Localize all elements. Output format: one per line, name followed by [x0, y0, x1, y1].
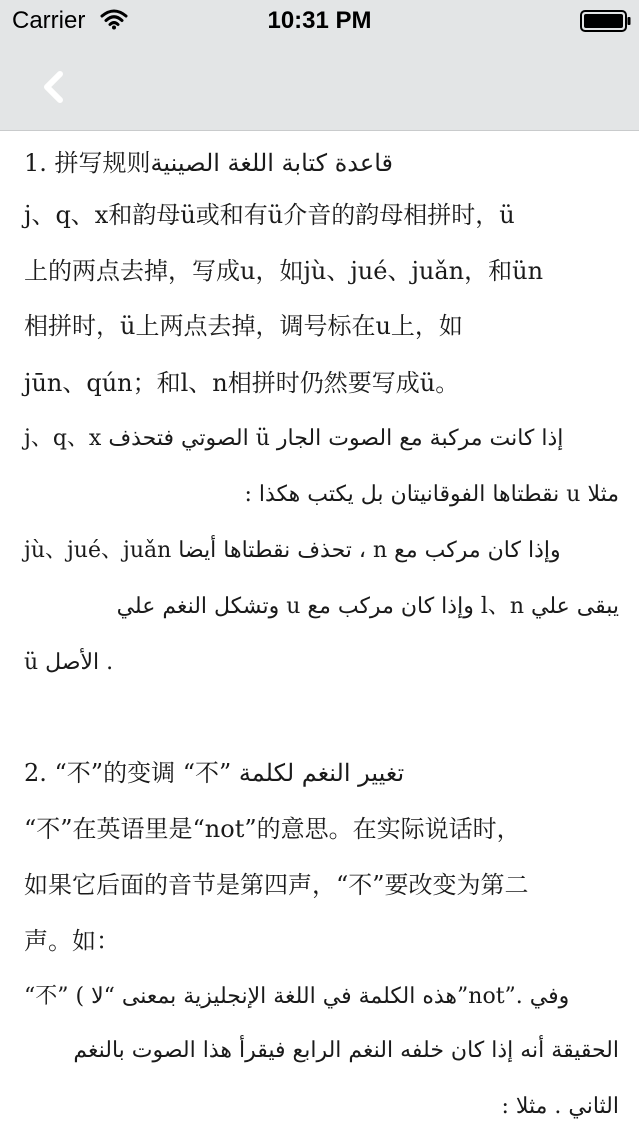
carrier-label: Carrier	[12, 7, 86, 34]
arabic-line: يبقى علي l、n وإذا كان مركب مع u وتشكل النغم علي	[116, 594, 619, 619]
rule-2-title: 2. “不”的变调 “不” تغيير النغم لكلمة	[24, 759, 405, 787]
arabic-line: مثلا u نقطتاها الفوقانيتان بل يكتب هكذا :	[244, 482, 619, 507]
paragraph-line: jūn、qún；和l、n相拼时仍然要写成ü。	[24, 369, 460, 397]
back-button[interactable]	[30, 62, 78, 112]
paragraph-line: 上的两点去掉，写成u，如jù、jué、juǎn，和ün	[24, 257, 544, 285]
arabic-line: “不” ( هذه الكلمة في اللغة الإنجليزية بمعنى “لا”not”. وفي	[24, 984, 570, 1009]
battery-icon	[580, 10, 632, 32]
blank-line	[24, 699, 619, 739]
arabic-line: j、q、x الصوتي فتحذف ü إذا كانت مركبة مع الصوت الجار	[24, 426, 564, 451]
paragraph-line: “不”在英语里是“not”的意思。在实际说话时，	[24, 815, 521, 843]
status-time: 10:31 PM	[267, 7, 372, 34]
arabic-line: ü الأصل .	[24, 650, 114, 675]
arabic-line: الحقيقة أنه إذا كان خلفه النغم الرابع فيقرأ هذا الصوت بالنغم	[73, 1038, 619, 1063]
arabic-line: jù、jué、juǎn تحذف نقطتاها أيضا ، n وإذا كان مركب مع	[24, 538, 561, 563]
paragraph-line: 声。如：	[24, 927, 120, 955]
arabic-line: الثاني . مثلا :	[501, 1094, 619, 1119]
paragraph-line: j、q、x和韵母ü或和有ü介音的韵母相拼时，ü	[24, 201, 515, 229]
paragraph-line: 如果它后面的音节是第四声，“不”要改变为第二	[24, 871, 529, 899]
status-bar	[0, 0, 639, 42]
paragraph-line: 相拼时，ü上两点去掉，调号标在u上，如	[24, 312, 463, 340]
rule-1-title: 1. 拼写规则قاعدة كتابة اللغة الصينية	[24, 149, 393, 177]
chevron-left-icon	[30, 62, 78, 112]
